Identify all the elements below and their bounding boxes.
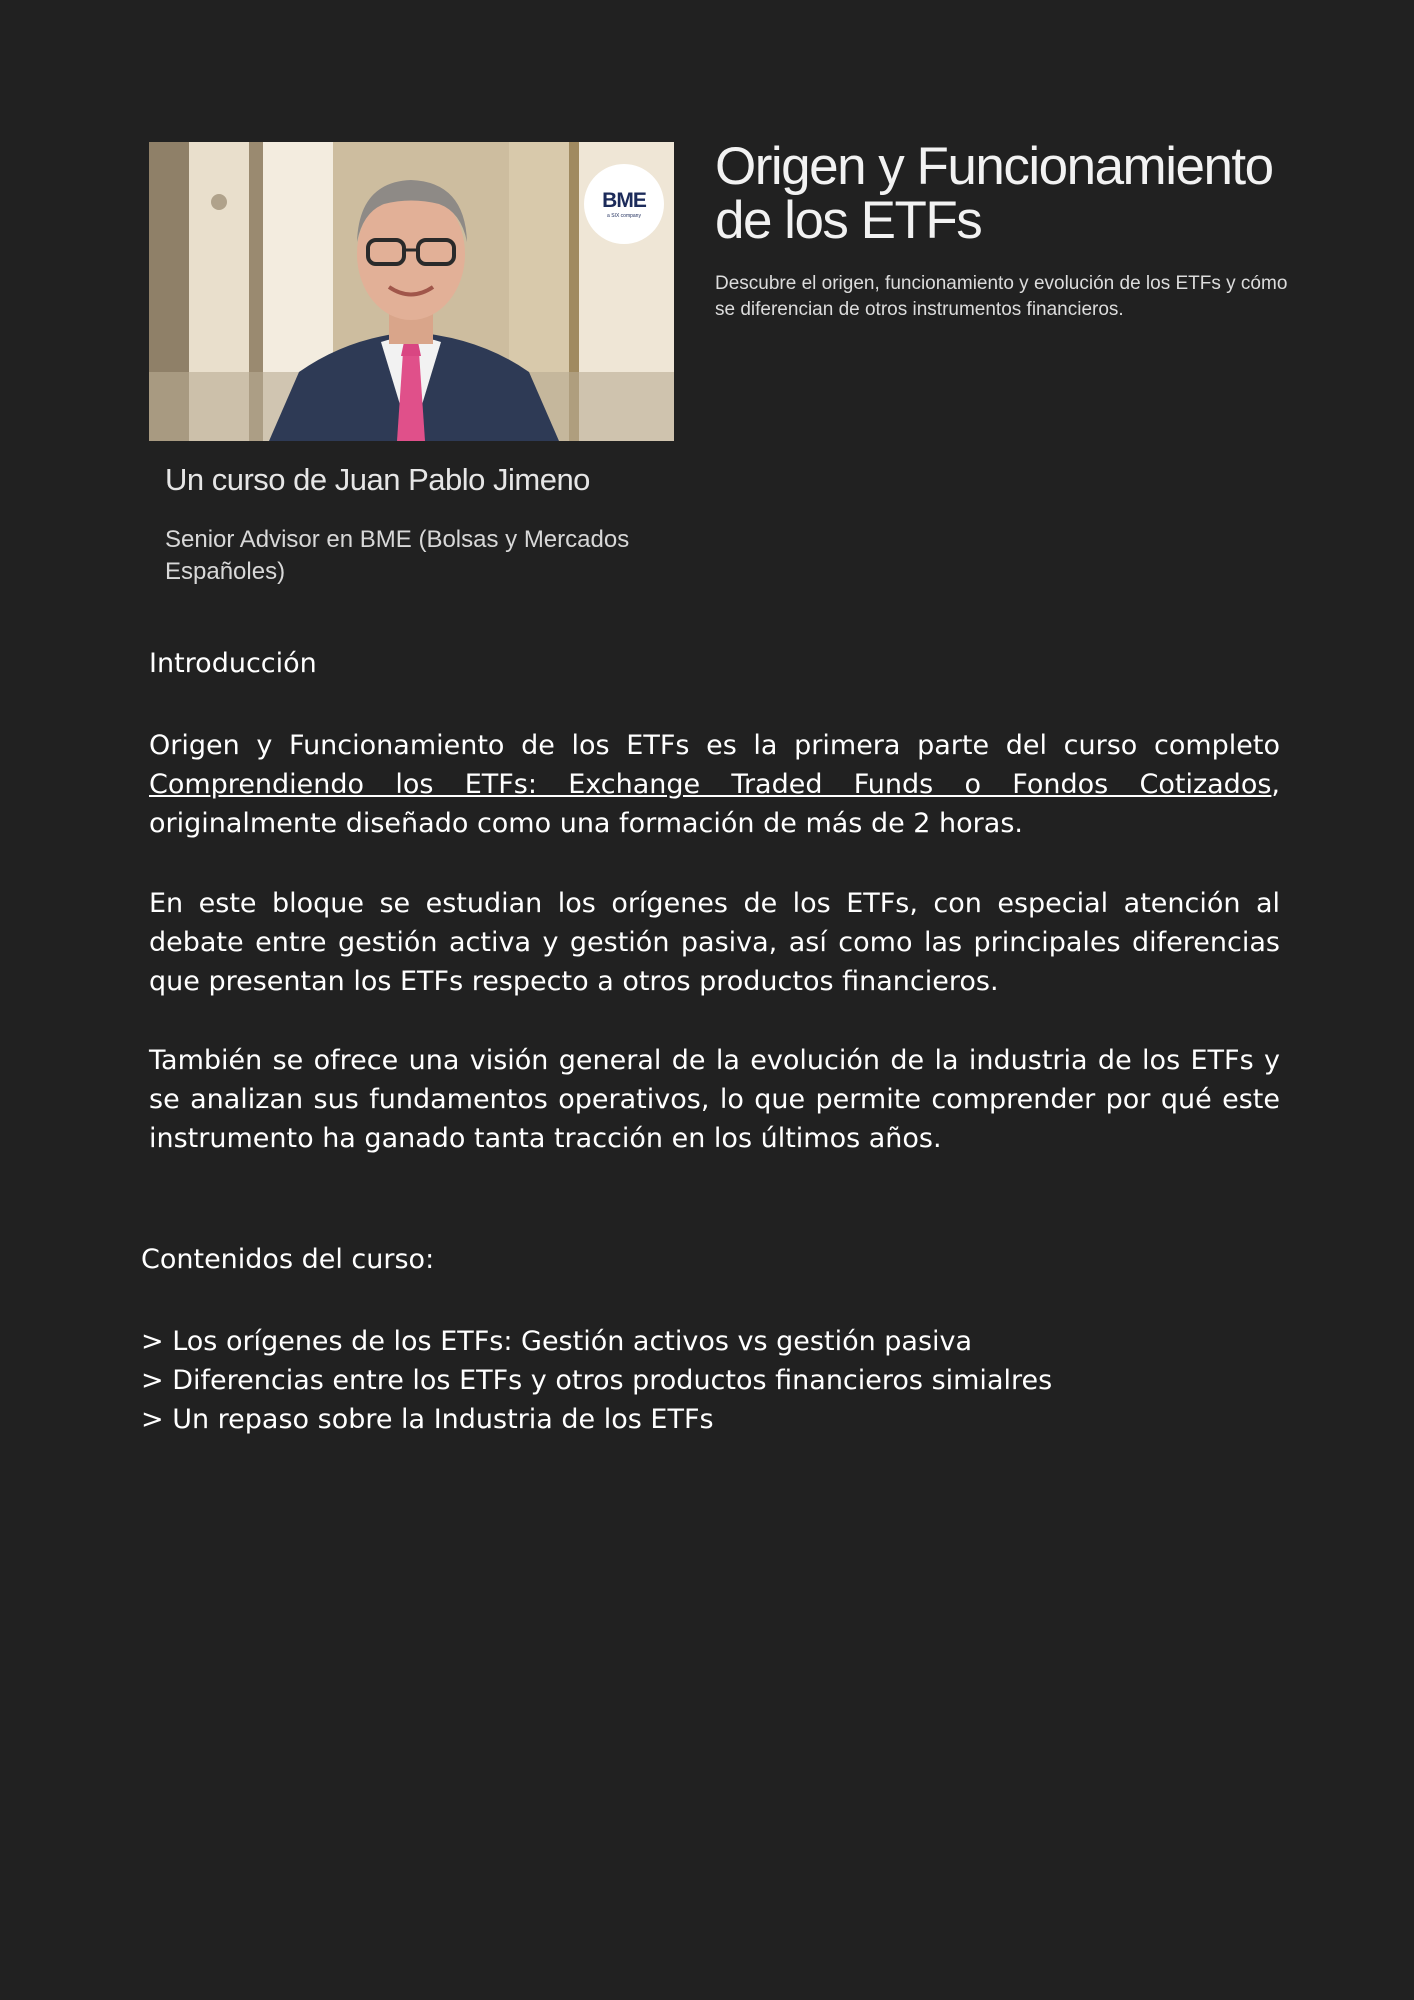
list-item: > Los orígenes de los ETFs: Gestión activos vs gestión pasiva	[141, 1326, 973, 1357]
intro-paragraph-1-tail: , originalmente diseñado como una formación de más de 2 horas.	[149, 769, 1280, 839]
instructor-role: Senior Advisor en BME (Bolsas y Mercados Españoles)	[165, 526, 630, 585]
list-item: > Diferencias entre los ETFs y otros productos financieros simialres	[141, 1365, 1053, 1396]
course-subtitle: Descubre el origen, funcionamiento y evolución de los ETFs y cómo se diferencian de otros instrumentos financieros.	[715, 273, 1288, 320]
intro-paragraph-2: En este bloque se estudian los orígenes de los ETFs, con especial atención al debate entre gestión activa y gestión pasiva, así como las principales diferencias que presentan los ETFs respecto a otros productos financieros.	[149, 888, 1280, 997]
bme-logo	[584, 164, 664, 244]
intro-paragraph-1-lead: Origen y Funcionamiento de los ETFs es la primera parte del curso completo	[149, 730, 1280, 761]
bme-logo-subtext: a SIX company	[607, 212, 641, 219]
intro-heading: Introducción	[149, 648, 317, 679]
full-course-link[interactable]: Comprendiendo los ETFs: Exchange Traded Funds o Fondos Cotizados	[149, 769, 1272, 800]
instructor-photo	[149, 142, 674, 441]
list-item: > Un repaso sobre la Industria de los ETFs	[141, 1404, 714, 1435]
course-title: Origen y Funcionamiento de los ETFs	[715, 137, 1273, 250]
bme-logo-text: BME	[602, 188, 646, 212]
contents-heading: Contenidos del curso:	[141, 1244, 435, 1275]
instructor-name: Un curso de Juan Pablo Jimeno	[165, 462, 590, 497]
contents-list	[141, 1322, 1052, 1439]
intro-paragraph-3: También se ofrece una visión general de la evolución de la industria de los ETFs y se analizan sus fundamentos operativos, lo que permite comprender por qué este instrumento ha ganado tanta tracción en los últimos años.	[149, 1045, 1280, 1154]
intro-paragraph-1	[149, 726, 1280, 843]
